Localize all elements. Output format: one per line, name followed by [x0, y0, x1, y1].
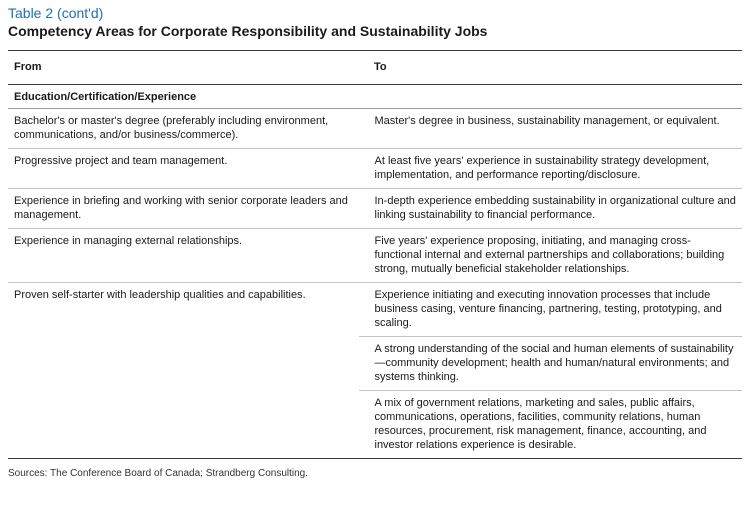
to-cell: A strong understanding of the social and human elements of sustainability—community development; health and human/natural environments; and systems thinking.: [359, 337, 742, 391]
from-cell: Bachelor's or master's degree (preferably including environment, communications, and/or business/commerce).: [8, 109, 359, 149]
table-row: [8, 229, 742, 283]
from-cell: Experience in managing external relationships.: [8, 229, 359, 283]
table-row: [8, 189, 742, 229]
table-title: Competency Areas for Corporate Responsibility and Sustainability Jobs: [8, 23, 488, 39]
table-row: [8, 149, 742, 189]
to-cell: In-depth experience embedding sustainability in organizational culture and linking sustainability to financial performance.: [359, 189, 742, 229]
section-row: [8, 85, 742, 109]
header-from: From: [8, 51, 359, 85]
section-heading: Education/Certification/Experience: [8, 85, 742, 109]
sources-note: Sources: The Conference Board of Canada; Strandberg Consulting.: [8, 468, 308, 479]
header-to: To: [359, 51, 742, 85]
table-label: Table 2 (cont'd): [8, 5, 104, 21]
from-cell: Experience in briefing and working with senior corporate leaders and management.: [8, 189, 359, 229]
table-row: [8, 283, 742, 337]
to-cell: A mix of government relations, marketing and sales, public affairs, communications, operations, facilities, community relations, human resources, procurement, risk management, finance, accounting, and investor relations experience is desirable.: [359, 391, 742, 459]
to-cell: Master's degree in business, sustainability management, or equivalent.: [359, 109, 742, 149]
to-cell: At least five years' experience in sustainability strategy development, implementation, and performance reporting/disclosure.: [359, 149, 742, 189]
to-cell: Experience initiating and executing innovation processes that include business casing, venture financing, partnering, testing, prototyping, and scaling.: [359, 283, 742, 337]
from-cell: Progressive project and team management.: [8, 149, 359, 189]
competency-table: [8, 50, 742, 459]
table-row: [8, 109, 742, 149]
header-row: [8, 51, 742, 85]
to-cell: Five years' experience proposing, initiating, and managing cross-functional internal and external partnerships and collaborations; building strong, mutually beneficial stakeholder relationships.: [359, 229, 742, 283]
from-cell: Proven self-starter with leadership qualities and capabilities.: [8, 283, 359, 459]
table-container: [8, 4, 742, 480]
